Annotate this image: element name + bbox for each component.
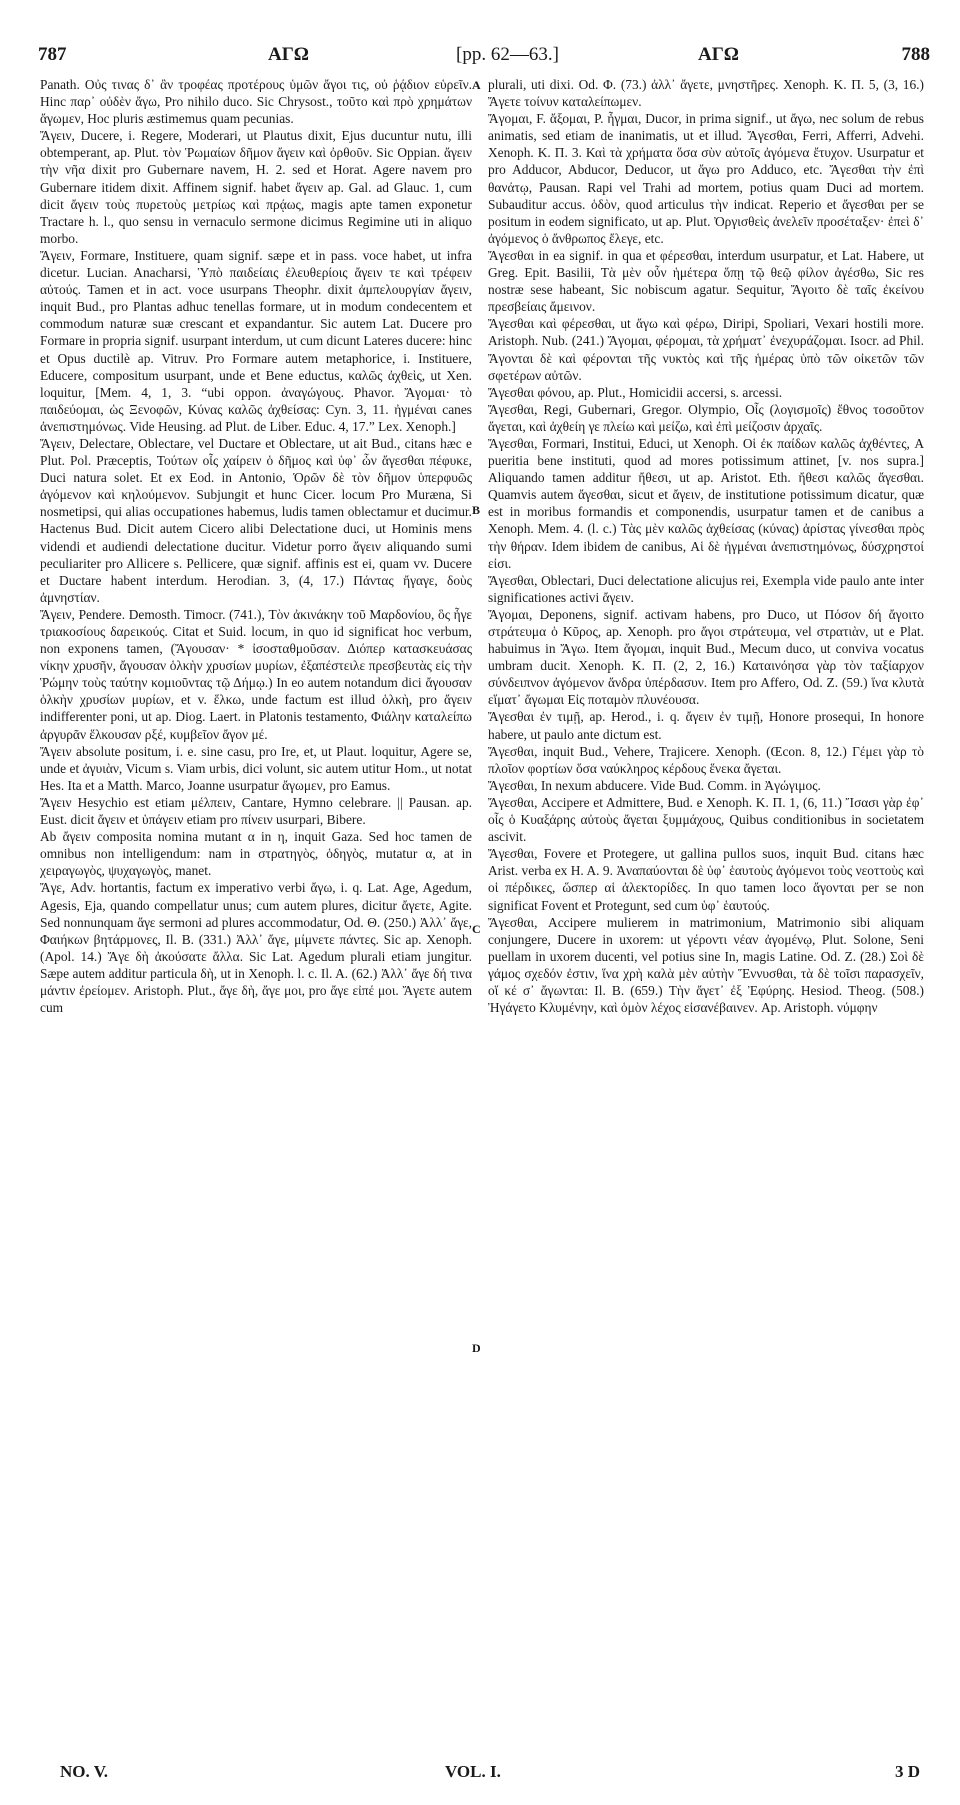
page-footer bbox=[60, 1762, 920, 1786]
entry-paragraph: Ἄγειν, Pendere. Demosth. Timocr. (741.), Τὸν ἀκινάκην τοῦ Μαρδονίου, ὃς ἦγε τριακοσίους δαρεικούς. Citat et Suid. locum, in quo id significat hoc verbum, non exponens tamen, (Ἄγουσαν· * ἰσοσταθμοῦσαν. Διόπερ κατασκευάσας νίκην χρυσῆν, ἄγουσαν ὁλκὴν χρυσίων μυρίων, ἐξαπέστειλε πρεσβευτὰς εἰς τὴν Ῥώμην τοὺς ταύτην κομιοῦντας τῷ Δήμῳ.) In eo autem notandum dici ἄγουσαν ὁλκὴν χρυσίων μυρίων, et v. ἕλκω, unde factum est illud ὁλκὴ, pro ἄγειν indifferenter poni, ut ap. Diog. Laert. in Platonis testamento, Φιάλην καταλείπω ἀργυρᾶν ἕλκουσαν ρξέ, κυμβεῖον ἄγον μέ. bbox=[40, 606, 472, 742]
section-marker-d: D bbox=[472, 1341, 481, 1355]
entry-paragraph: Ab ἄγειν composita nomina mutant α in η, inquit Gaza. Sed hoc tamen de omnibus non intelligendum: nam in στρατηγὸς, ὁδηγὸς, mutatur α, at in χειραγωγὸς, ψυχαγωγὸς, manet. bbox=[40, 829, 472, 879]
headword-right: ΑΓΩ bbox=[698, 44, 740, 65]
entry-paragraph: Ἄγεσθαι, Formari, Institui, Educi, ut Xenoph. Οἱ ἐκ παίδων καλῶς ἀχθέντες, A pueritia bene instituti, quod ad mores potissimum attinet, [v. nos supra.] Aliquando tamen additur ἤθεσι, ut ap. Aristot. Eth. ἤθεσι καλῶς ἄγεσθαι. Quamvis autem ἄγεσθαι, sicut et ἄγειν, de institutione potissimum dicatur, quæ est in moribus formandis et componendis, usurpatur tamen et de canibus a Xenoph. Mem. 4. (l. c.) Τὰς μὲν καλῶς ἀχθείσας (κύνας) ἀρίστας γίνεσθαι πρὸς τὴν θήραν. Idem ibidem de canibus, Αἱ δὲ ἠγμέναι ἀνεπιστημόνως, δύσχρηστοί εἰσι. bbox=[488, 435, 924, 571]
entry-paragraph: Ἄγεσθαι, Oblectari, Duci delectatione alicujus rei, Exempla vide paulo ante inter significationes activi ἄγειν. bbox=[488, 572, 924, 605]
entry-paragraph: Ἄγειν, Delectare, Oblectare, vel Ductare et Oblectare, ut ait Bud., citans hæc e Plut. Pol. Præceptis, Τούτων οἷς χαίρειν ὁ δῆμος καὶ ὑφ᾽ ὧν ἄγεσθαι πέφυκε, Duci natura solet. Et ex Eod. in Antonio, Ὁρῶν δὲ τὸν δῆμον ὑπερφυῶς ἀγόμενον καὶ κηλούμενον. Subjungit et hunc Cicer. locum Pro Muræna, Si nosmetipsi, qui alias occupationes habemus, ludis tamen oblectamur et ducimur. Hactenus Bud. Dicit autem Cicero alibi Delectatione duci, ut Hominis mens videndi et audiendi delectatione ducitur. Videtur porro ἄγειν aliquando sumi peculiariter pro Allicere s. Pellicere, quæ signif. affinis est ei, quam vv. Ducere et Ductare habent interdum. Herodian. 3, (4, 17.) Πάντας ἤγαγε, δοὺς ἀμνηστίαν. bbox=[40, 435, 472, 605]
entry-paragraph: Ἄγειν Hesychio est etiam μέλπειν, Cantare, Hymno celebrare. || Pausan. ap. Eust. dicit ἄγειν et ὑπάγειν etiam pro πίνειν usurpari, Bibere. bbox=[40, 794, 472, 828]
right-column bbox=[488, 76, 924, 1726]
entry-paragraph: Ἄγεσθαι φόνου, ap. Plut., Homicidii accersi, s. arcessi. bbox=[488, 384, 783, 400]
entry-paragraph: Ἄγειν, Ducere, i. Regere, Moderari, ut Plautus dixit, Ejus ducuntur nutu, illi obtemperant, ap. Plut. τὸν Ῥωμαίων δῆμον ἄγειν καὶ ὀρθοῦν. Sic Oppian. ἄγειν τὴν νῆα dixit pro Gubernare navem, H. 2. sed et Horat. Agere navem pro Gubernare itidem dixit. Affinem signif. habet ἄγειν ap. Gal. ad Glauc. 1, cum dicit ἄγειν τοὺς πυρετοὺς μετρίως καὶ πρᾴως, magis apte tamen exponetur Tractare h. l., quo sensu in vernaculo sermone dicimus Regimine uti in aliquo morbo. bbox=[40, 128, 472, 246]
entry-paragraph: Ἄγειν absolute positum, i. e. sine casu, pro Ire, et, ut Plaut. loquitur, Agere se, unde et ἀγυιὰν, Vicum s. Viam urbis, dici volunt, sic autem utitur Hom., ut notat Hes. Ita et a Matth. Marco, Joanne usurpatur ἄγωμεν, pro Eamus. bbox=[40, 743, 472, 793]
page-number-left: 787 bbox=[38, 44, 67, 65]
entry-paragraph: Ἄγεσθαι ἐν τιμῇ, ap. Herod., i. q. ἄγειν ἐν τιμῇ, Honore prosequi, In honore habere, ut paulo ante dictum est. bbox=[488, 709, 924, 742]
footer-signature: 3 D bbox=[894, 1762, 920, 1781]
entry-paragraph: plurali, uti dixi. Od. Φ. (73.) ἀλλ᾽ ἄγετε, μνηστῆρες. Xenoph. K. Π. 5, (3, 16.) Ἄγετε τοίνυν καταλείπωμεν. bbox=[488, 77, 924, 110]
section-marker-a: A bbox=[472, 78, 481, 92]
footer-volume: VOL. I. bbox=[445, 1762, 501, 1781]
entry-paragraph: Ἄγεσθαι in ea signif. in qua et φέρεσθαι, interdum usurpatur, et Lat. Habere, ut Greg. Epit. Basilii, Τὰ μὲν οὖν ἡμέτερα ὅπῃ τῷ θεῷ φίλον ἀγέσθω, Sic res nostræ sese habeant, Sic nobiscum agatur. Sequitur, Ἄγοιτο δὲ ταῖς ἐκείνου πρεσβείαις ἄμεινον. bbox=[488, 247, 924, 315]
entry-paragraph: Ἄγε, Adv. hortantis, factum ex imperativo verbi ἄγω, i. q. Lat. Age, Agedum, Agesis, Eja, quando compellatur unus; cum autem plures, dicitur ἄγετε, Agite. Sed nonnunquam ἄγε sermoni ad plures accommodatur, Od. Θ. (250.) Ἀλλ᾽ ἄγε, Φαιήκων βητάρμονες, Il. B. (331.) Ἀλλ᾽ ἄγε, μίμνετε πάντες. Sic ap. Xenoph. (Apol. 14.) Ἄγε δὴ ἀκούσατε ἄλλα. Sic Lat. Agedum plurali etiam jungitur. Sæpe autem additur particula δὴ, ut in Xenoph. l. c. Il. A. (62.) Ἀλλ᾽ ἄγε δή τινα μάντιν ἐρείομεν. Aristoph. Plut., ἄγε δὴ, ἄγε μοι, pro ἄγε εἰπέ μοι. Ἄγετε autem cum bbox=[40, 880, 472, 1016]
left-column bbox=[40, 76, 472, 1726]
entry-paragraph: Ἄγεσθαι, Accipere et Admittere, Bud. e Xenoph. K. Π. 1, (6, 11.) Ἴσασι γὰρ ἐφ᾽ οἷς ὁ Κυαξάρης αὐτοὺς ἄγεται ξυμμάχους, Quibus conditionibus in societatem ascivit. bbox=[488, 794, 924, 845]
entry-paragraph: Ἄγεσθαι καὶ φέρεσθαι, ut ἄγω καὶ φέρω, Diripi, Spoliari, Vexari hostili more. Aristoph. Nub. (241.) Ἄγομαι, φέρομαι, τὰ χρήματ᾽ ἐνεχυράζομαι. Isocr. ad Phil. Ἄγονται δὲ καὶ φέρονται τῆς νυκτὸς καὶ τῆς ἡμέρας ὑπὸ τῶν οἰκετῶν τῶν σφετέρων αὐτῶν. bbox=[488, 316, 924, 383]
entry-paragraph: Ἄγομαι, F. ἄξομαι, P. ἦγμαι, Ducor, in prima signif., ut ἄγω, nec solum de rebus animatis, sed etiam de inanimatis, ut et illud. Ἄγεσθαι, Ferri, Afferri, Advehi. Xenoph. K. Π. 3. Καὶ τὰ χρήματα ὅσα σὺν αὐτοῖς ἀγόμενα ἔτυχον. Usurpatur et pro Adducor, Abducor, Deducor, ut ἄγω pro Adduco, etc. Ἄγεσθαι τὴν ἐπὶ θανάτῳ, Pausan. Rapi vel Trahi ad mortem, potius quam Duci ad mortem. Subauditur accus. ὁδὸν, quod articulus τὴν indicat. Reperio et ἄγεσθαι per se positum in eodem significato, ut ap. Plut. Ὀργισθεὶς ἀνελεῖν προσέταξεν· ἐπεὶ δ᾽ ἀγόμενος ὁ ἄνθρωπος ἔλεγε, etc. bbox=[488, 111, 924, 246]
footer-number: NO. V. bbox=[60, 1762, 109, 1781]
page-reference: [pp. 62—63.] bbox=[456, 44, 559, 65]
entry-paragraph: Ἄγεσθαι, Accipere mulierem in matrimonium, Matrimonio sibi aliquam conjungere, Ducere in uxorem: ut γέροντι νέαν ἀγομένῳ, Plut. Solone, Seni puellam in uxorem ducenti, vel potius sine In, magis Latine. Od. Z. (28.) Σοὶ δὲ γάμος σχεδόν ἐστιν, ἵνα χρὴ καλὰ μὲν αὐτὴν Ἕννυσθαι, τὰ δὲ τοῖσι παρασχεῖν, οἵ κέ σ᾽ ἄγωνται: Il. B. (659.) Τὴν ἄγετ᾽ ἐξ Ἐφύρης. Hesiod. Theog. (508.) Ἠγάγετο Κλυμένην, καὶ ὁμὸν λέχος εἰσανέβαινεν. Ap. Aristoph. νύμφην bbox=[488, 914, 924, 1016]
entry-paragraph: Ἄγεσθαι, Regi, Gubernari, Gregor. Olympio, Οἷς (λογισμοῖς) ἔθνος τοσοῦτον ἄγεται, καὶ ἀχθείη γε πλείω καὶ μείζω, καὶ ἐπὶ μείζοσιν ἀρχαῖς. bbox=[488, 401, 924, 434]
entry-paragraph: Ἄγεσθαι, Fovere et Protegere, ut gallina pullos suos, inquit Bud. citans hæc Arist. verba ex H. A. 9. Ἀναπαύονται δὲ ὑφ᾽ ἑαυτοὺς ἀγόμενοι τοὺς νεοττοὺς καὶ οἱ πέρδικες, ὥσπερ αἱ ἀλεκτορίδες. In quo tamen loco ἄγονται per se non significat Fovent et Protegunt, sed cum ὑφ᾽ ἑαυτούς. bbox=[488, 846, 924, 913]
entry-paragraph: Ἄγεσθαι, In nexum abducere. Vide Bud. Comm. in Ἀγώγιμος. bbox=[488, 777, 821, 793]
running-header bbox=[38, 44, 930, 74]
section-marker-c: C bbox=[472, 922, 481, 936]
entry-paragraph: Ἄγομαι, Deponens, signif. activam habens, pro Duco, ut Πόσον δή ἄγοιτο στράτευμα ὁ Κῦρος, ap. Xenoph. pro ἄγοι στράτευμα, vel στρατιὰν, ut e Plat. habuimus in Ἄγω. Item ἄγομαι, inquit Bud., Mecum duco, ut conviva vocatus umbram ducit. Xenoph. K. Π. (2, 2, 16.) Καταινόησα γὰρ τὸν ταξίαρχον σύνδειπνον ἀγόμενον ἄνδρα ὑπέρδασυν. Item pro Affero, Od. Z. (59.) ἵνα κλυτὰ εἵματ᾽ ἄγωμαι Εἰς ποταμὸν πλυνέουσα. bbox=[488, 606, 924, 708]
page-number-right: 788 bbox=[901, 44, 930, 65]
entry-paragraph: Ἄγεσθαι, inquit Bud., Vehere, Trajicere. Xenoph. (Œcon. 8, 12.) Γέμει γὰρ τὸ πλοῖον φορτίων ὅσα ναύκληρος κέρδους ἕνεκα ἄγεται. bbox=[488, 743, 924, 776]
entry-paragraph: Ἄγειν, Formare, Instituere, quam signif. sæpe et in pass. voce habet, ut infra dicetur. Lucian. Anacharsi, Ὑπὸ παιδείαις ἐλευθερίοις ἄγειν τε καὶ τρέφειν αὐτούς. Tamen et in act. voce usurpans Theophr. dixit ἀμπελουργίαν ἄγειν, inquit Bud., pro Plantas adhuc tenellas formare, ut in modum condecentem et commodum naturæ suæ crescant et expandantur. Sic autem Lat. Ducere pro Formare in propria signif. usurpant interdum, ut cum dicunt Lateres ducere: hinc et Opus ductilè ap. Vitruv. Pro Formare autem metaphorice, i. Instituere, Educere, compositum usurpant, unde et Bene eductus, καλῶς ἀχθεὶς, ut Xen. loquitur, [Mem. 4, 1, 3. “ubi oppon. ἀναγώγους. Phavor. Ἄγομαι· τὸ παιδεύομαι, ὡς Ξενοφῶν, Κύνας καλῶς ἀχθείσας: Cyn. 3, 11. ἠγμέναι canes ἀνεπιστημόνως. Vide Heusing. ad Plut. de Liber. Educ. 4, 17.” Lex. Xenoph.] bbox=[40, 247, 472, 434]
headword-left: ΑΓΩ bbox=[268, 44, 310, 65]
section-marker-b: B bbox=[472, 503, 481, 517]
entry-paragraph: Panath. Οὐς τινας δ᾽ ἂν τροφέας προτέρους ὑμῶν ἄγοι τις, οὐ ῥᾴδιον εὑρεῖν. Hinc παρ᾽ οὐδὲν ἄγω, Pro nihilo duco. Sic Chrysost., τοῦτο καὶ πρὸ χρημάτων ἄγωμεν, Hoc pluris æstimemus quam pecunias. bbox=[40, 77, 472, 127]
